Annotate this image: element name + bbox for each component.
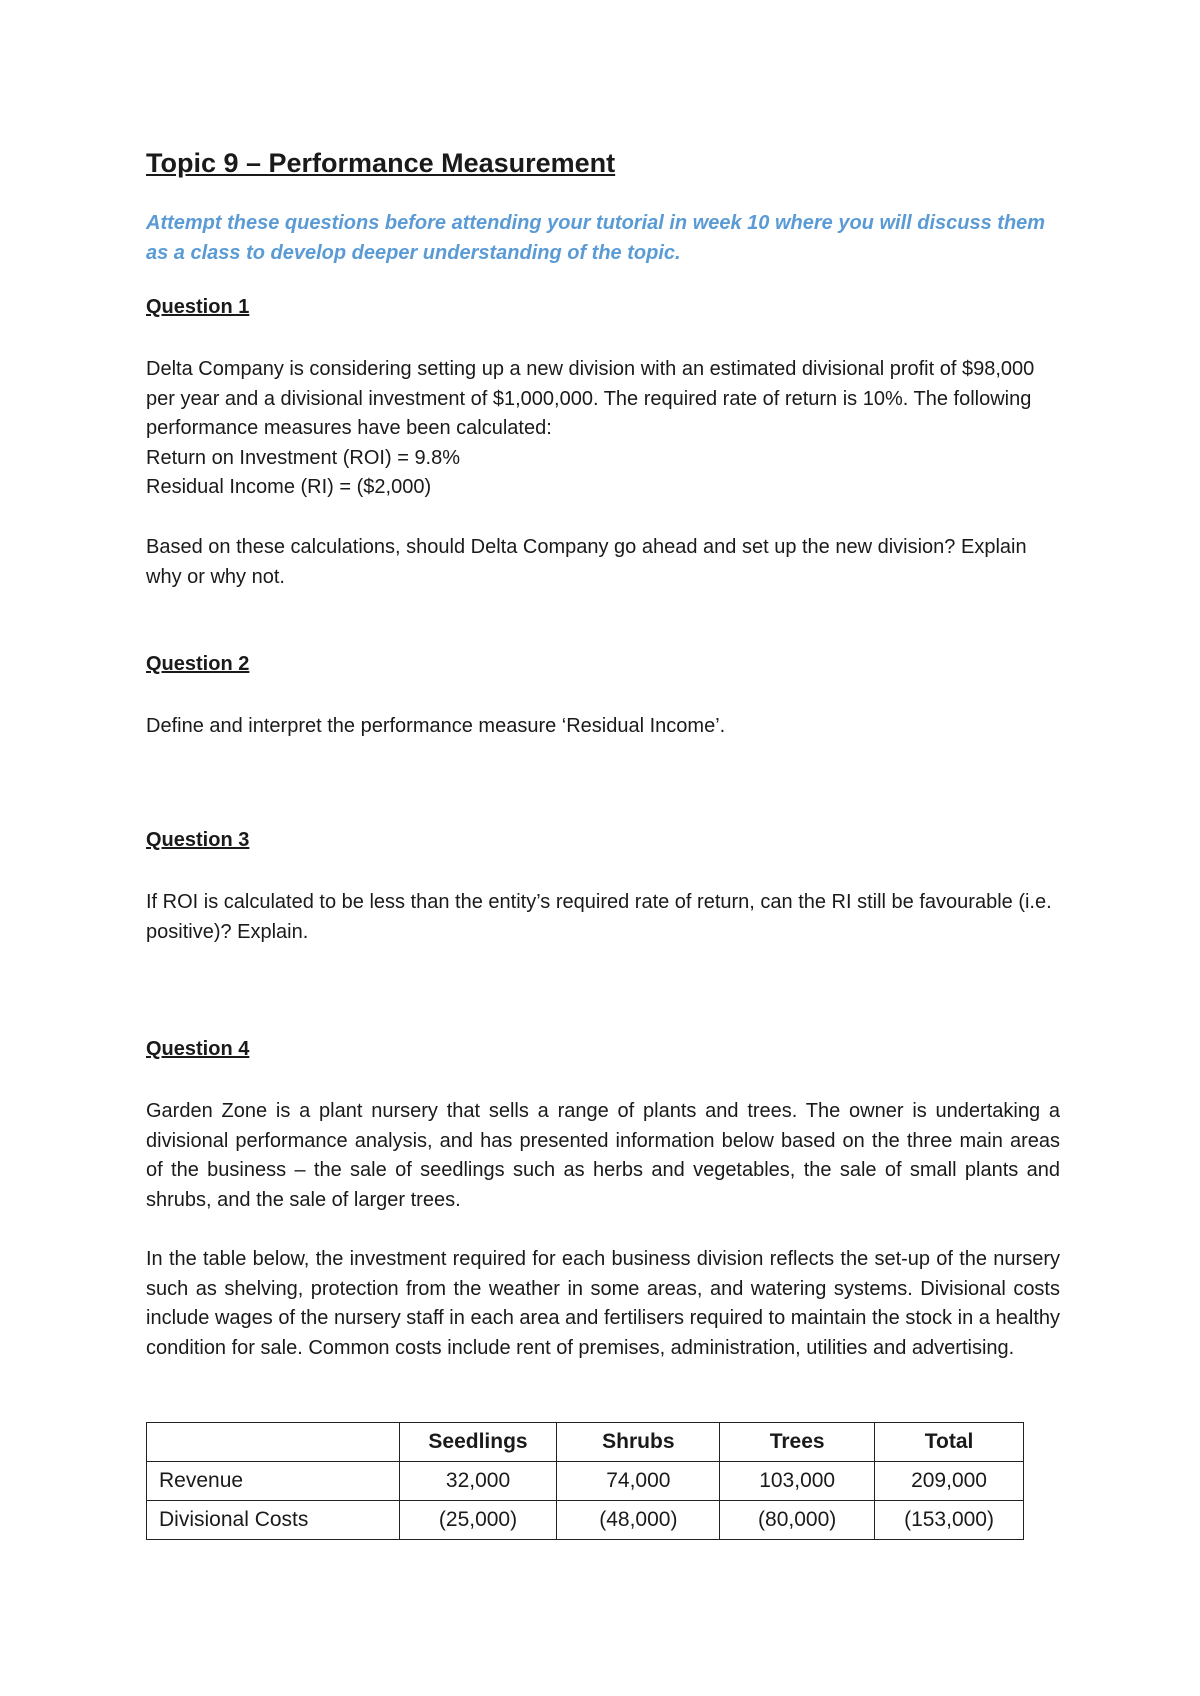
question-4-paragraph-1: Garden Zone is a plant nursery that sells a range of plants and trees. The owner is undertaking a divisional performance analysis, and has presented information below based on the three main areas of the business – the sale of seedlings such as herbs and vegetables, the sale of small plants and shrubs, and the sale of larger trees. bbox=[146, 1100, 1060, 1211]
page-title: Topic 9 – Performance Measurement bbox=[146, 148, 616, 178]
table-header-total: Total bbox=[875, 1423, 1024, 1462]
table-header-shrubs: Shrubs bbox=[557, 1423, 720, 1462]
roi-line: Return on Investment (ROI) = 9.8% bbox=[146, 446, 461, 469]
table-cell: 32,000 bbox=[399, 1462, 557, 1501]
table-cell: 209,000 bbox=[875, 1462, 1024, 1501]
table-cell: (153,000) bbox=[875, 1501, 1024, 1540]
divisional-data-table bbox=[146, 1422, 1024, 1540]
table-cell-label: Revenue bbox=[147, 1462, 400, 1501]
table-cell-label: Divisional Costs bbox=[147, 1501, 400, 1540]
table-cell: (80,000) bbox=[720, 1501, 875, 1540]
table-cell: (25,000) bbox=[399, 1501, 557, 1540]
table-cell: (48,000) bbox=[557, 1501, 720, 1540]
table-header-seedlings: Seedlings bbox=[399, 1423, 557, 1462]
table-cell: 103,000 bbox=[720, 1462, 875, 1501]
intro-instructions: Attempt these questions before attending your tutorial in week 10 where you will discuss them as a class to develop deeper understanding of the topic. bbox=[146, 212, 1046, 264]
question-1-paragraph: Delta Company is considering setting up a new division with an estimated divisional profit of $98,000 per year and a divisional investment of $1,000,000. The required rate of return is 10%. The following performance measures have been calculated: bbox=[146, 358, 1035, 440]
question-1-prompt: Based on these calculations, should Delta Company go ahead and set up the new division? Explain why or why not. bbox=[146, 536, 1027, 588]
table-header-row bbox=[147, 1423, 1024, 1462]
question-1-heading: Question 1 bbox=[146, 296, 250, 318]
table-header-trees: Trees bbox=[720, 1423, 875, 1462]
question-4-paragraph-2: In the table below, the investment required for each business division reflects the set-up of the nursery such as shelving, protection from the weather in some areas, and watering systems. Divisional costs include wages of the nursery staff in each area and fertilisers required to maintain the stock in a healthy condition for sale. Common costs include rent of premises, administration, utilities and advertising. bbox=[146, 1248, 1060, 1359]
table-row-revenue bbox=[147, 1462, 1024, 1501]
question-4-heading: Question 4 bbox=[146, 1038, 250, 1060]
question-3-text: If ROI is calculated to be less than the entity’s required rate of return, can the RI still be favourable (i.e. positive)? Explain. bbox=[146, 891, 1052, 943]
table-cell: 74,000 bbox=[557, 1462, 720, 1501]
question-1-text bbox=[146, 355, 1060, 503]
ri-line: Residual Income (RI) = ($2,000) bbox=[146, 476, 432, 499]
table-row-divisional-costs bbox=[147, 1501, 1024, 1540]
question-2-heading: Question 2 bbox=[146, 653, 250, 675]
question-2-text: Define and interpret the performance measure ‘Residual Income’. bbox=[146, 715, 726, 737]
table-header-blank bbox=[147, 1423, 400, 1462]
question-3-heading: Question 3 bbox=[146, 829, 250, 851]
